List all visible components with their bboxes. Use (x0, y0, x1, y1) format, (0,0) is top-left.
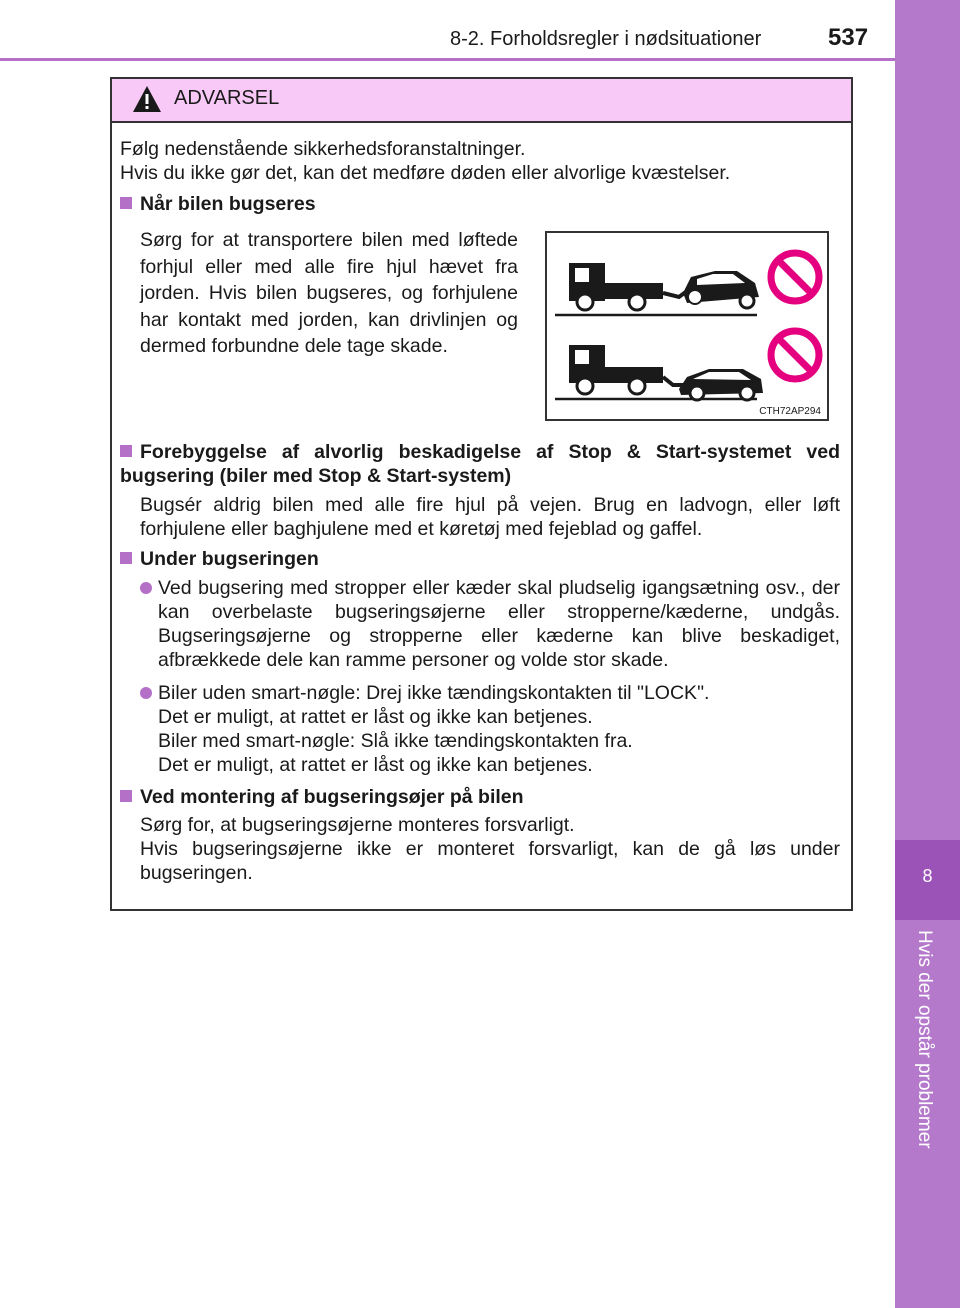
intro-line-1: Følg nedenstående sikkerhedsforanstaltninger. (120, 138, 526, 160)
square-bullet-icon (120, 790, 132, 802)
illustration-code: CTH72AP294 (759, 406, 821, 417)
section-heading-3: Under bugseringen (120, 547, 319, 571)
bullet-item-1: Ved bugsering med stropper eller kæder skal pludselig igangsætning osv., der kan overbelaste bugseringsøjerne eller stropperne/kæderne, undgås. Bugseringsøjerne og stropperne eller kæderne kan blive beskadiget, afbrækkede dele kan ramme personer og volde stor skade. (140, 576, 840, 672)
section-heading-2: Forebyggelse af alvorlig beskadigelse af Stop & Start-systemet ved bugsering (biler med Stop & Start-system) (120, 441, 840, 487)
section-heading-1: Når bilen bugseres (120, 192, 316, 216)
square-bullet-icon (120, 552, 132, 564)
warning-box (110, 77, 853, 911)
header-rule (0, 58, 895, 61)
intro-line-2: Hvis du ikke gør det, kan det medføre døden eller alvorlige kvæstelser. (120, 162, 731, 184)
towing-illustration (545, 231, 829, 421)
square-bullet-icon (120, 445, 132, 457)
square-bullet-icon (120, 197, 132, 209)
chapter-tab[interactable] (895, 840, 960, 920)
warning-triangle-icon (132, 85, 162, 113)
section-title: 8-2. Forholdsregler i nødsituationer (450, 28, 762, 50)
round-bullet-icon (140, 687, 152, 699)
bullet-item-2: Biler uden smart-nøgle: Drej ikke tændingskontakten til "LOCK". Det er muligt, at rattet er låst og ikke kan betjenes. Biler med smart-nøgle: Slå ikke tændingskontakten fra. Det er muligt, at rattet er låst og ikke kan betjenes. (140, 681, 840, 777)
section-body-4: Sørg for, at bugseringsøjerne monteres forsvarligt. Hvis bugseringsøjerne ikke er monteret forsvarligt, kan de gå løs under bugseringen. (140, 814, 840, 884)
chapter-title: Hvis der opstår problemer (914, 930, 935, 1149)
page-number: 537 (828, 24, 869, 51)
section-body-1: Sørg for at transportere bilen med løftede forhjul eller med alle fire hjul hævet fra jorden. Hvis bilen bugseres, og forhjulene har kontakt med jorden, kan drivlinjen og dermed forbundne dele tage skade. (140, 229, 518, 357)
round-bullet-icon (140, 582, 152, 594)
chapter-number: 8 (922, 866, 933, 886)
warning-intro (120, 137, 840, 185)
tow-truck-illustration (547, 233, 827, 419)
section-heading-4: Ved montering af bugseringsøjer på bilen (120, 785, 524, 809)
section-body-2: Bugsér aldrig bilen med alle fire hjul på vejen. Brug en ladvogn, eller løft forhjulene eller baghjulene med et køretøj med fejeblad og gaffel. (140, 494, 840, 540)
warning-title: ADVARSEL (174, 87, 280, 109)
warning-header (112, 79, 851, 123)
